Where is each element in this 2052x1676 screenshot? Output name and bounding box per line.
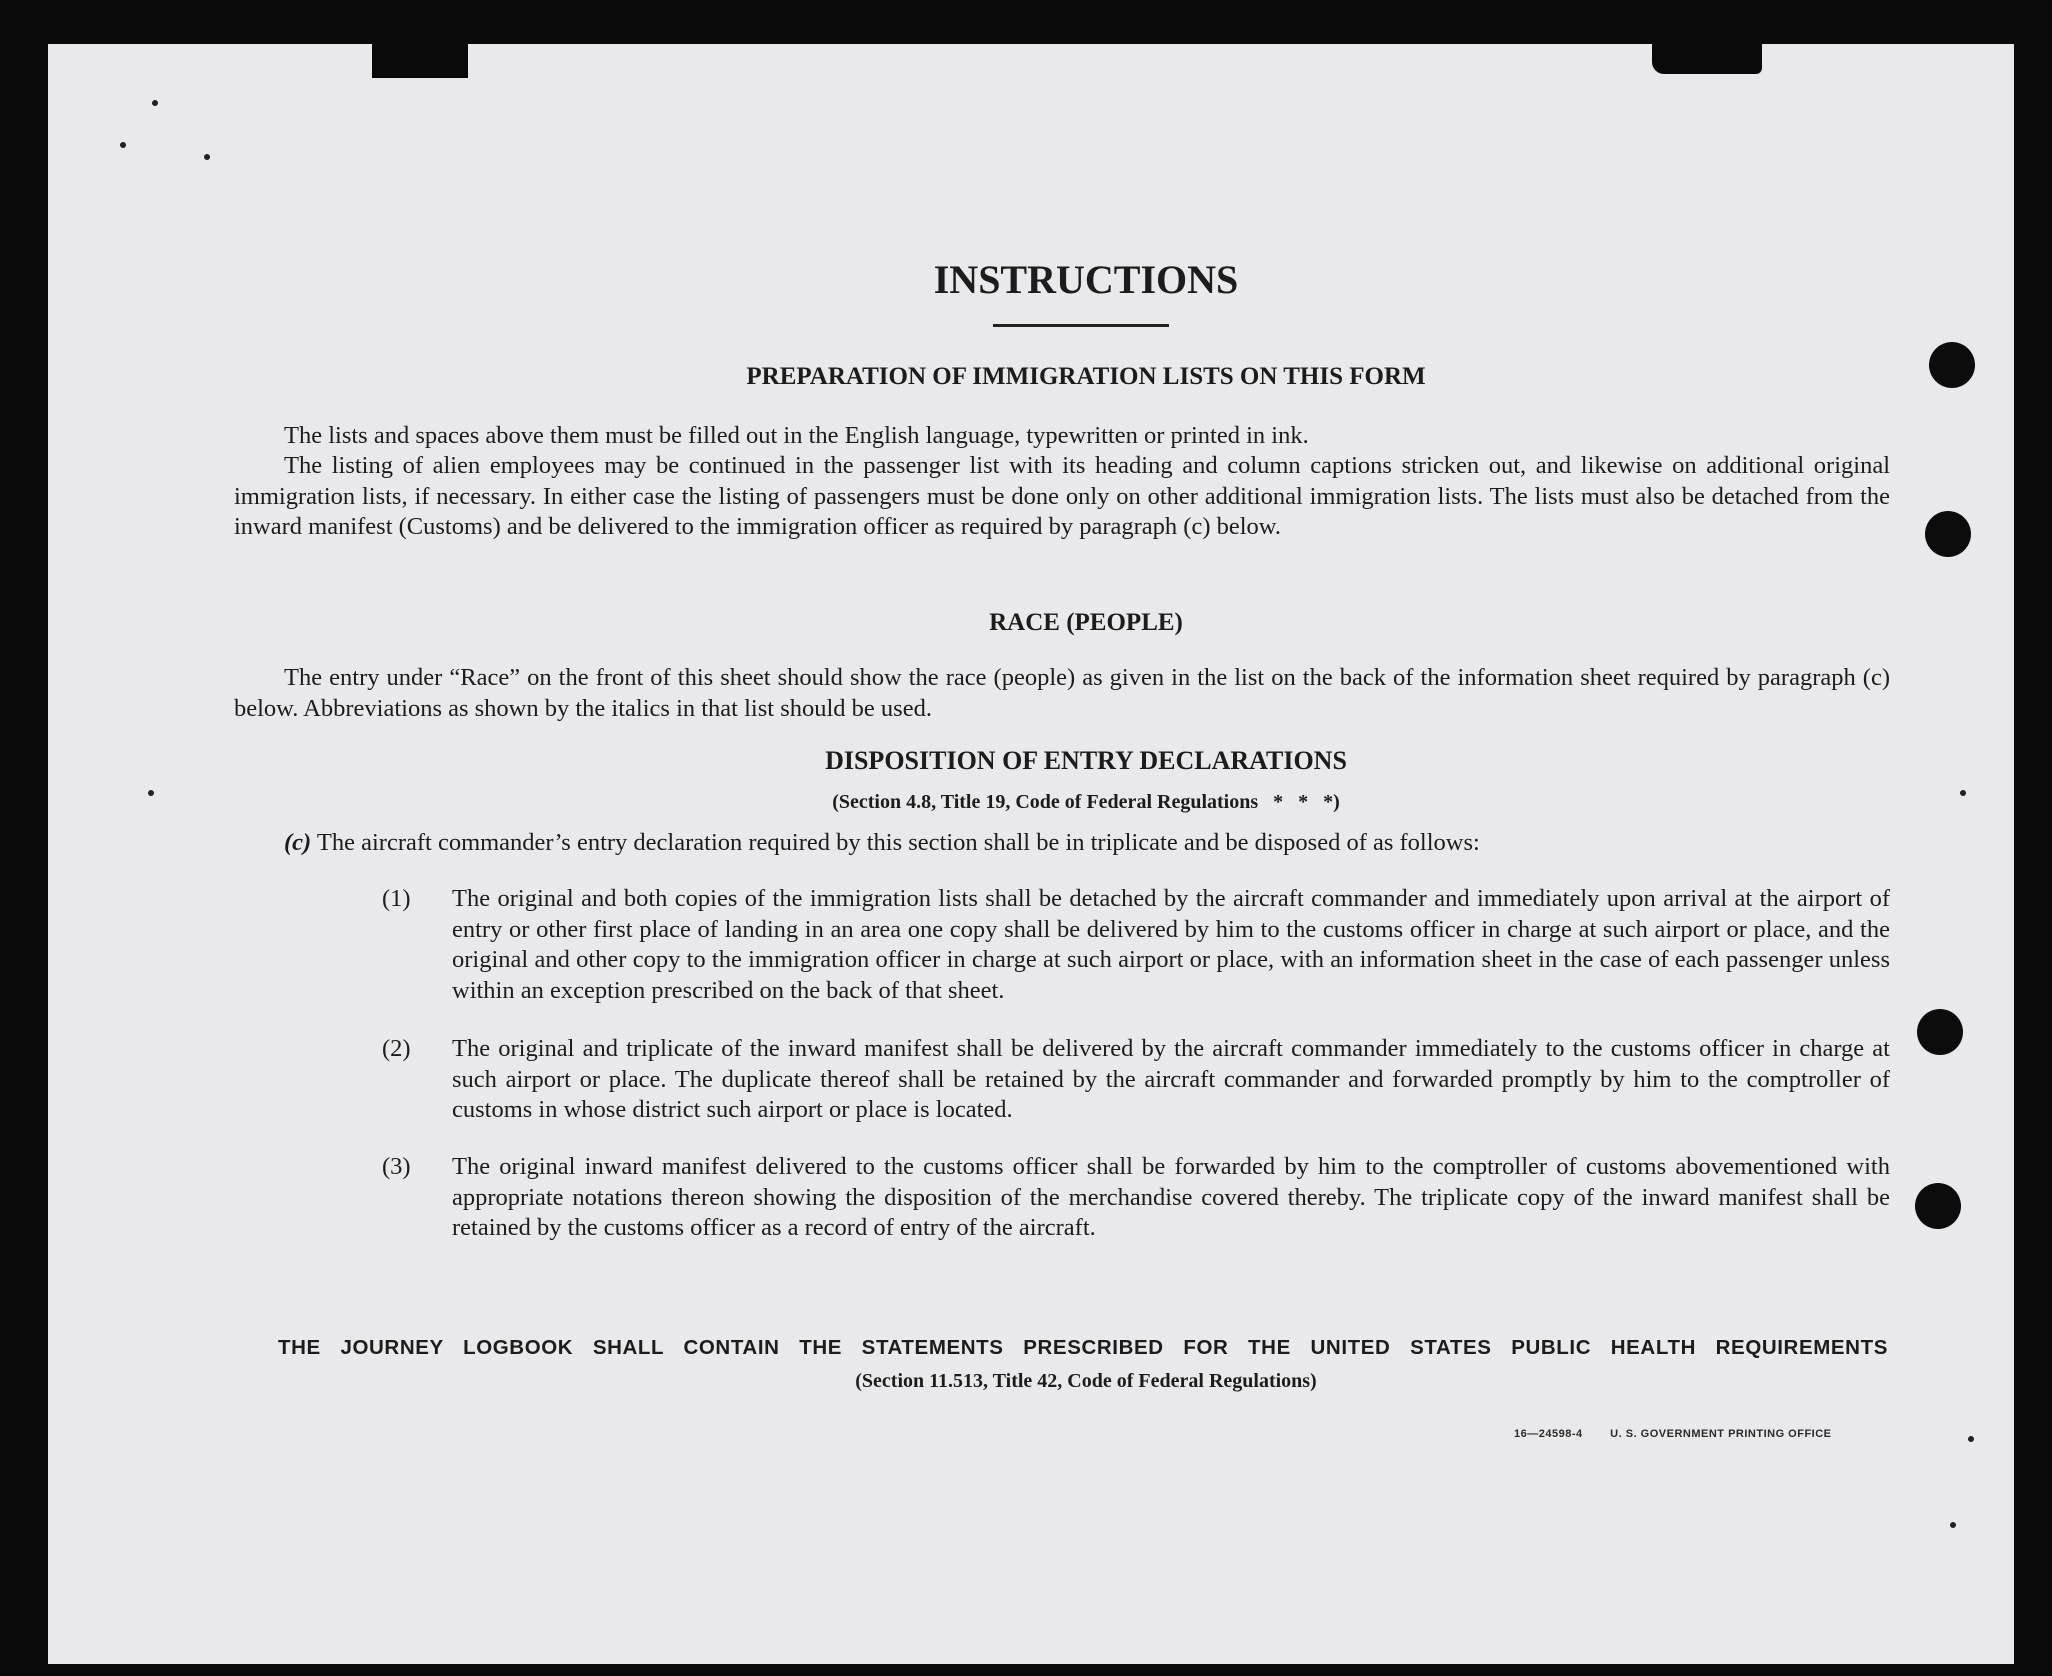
page-title: INSTRUCTIONS <box>933 257 1239 302</box>
top-left-notch <box>372 40 468 78</box>
list-item <box>382 1034 1890 1126</box>
printer-imprint <box>1514 1428 1832 1440</box>
paragraph-intro <box>284 828 1904 859</box>
scan-speck <box>120 142 126 148</box>
section-heading-disposition: DISPOSITION OF ENTRY DECLARATIONS <box>825 746 1347 775</box>
paragraph-race <box>234 663 1890 724</box>
paragraph-alien-employees-text: The listing of alien employees may be continued in the passenger list with its heading and column captions stricken out, and likewise on additional original immigration lists, if necessary. In either case the listing of passengers must be done only on other additional immigration lists. The lists must also be detached from the inward manifest (Customs) and be delivered to the immigration officer as required by paragraph (c) below. <box>234 452 1890 540</box>
list-item-text: The original and triplicate of the inward manifest shall be delivered by the aircraft commander immediately to the customs officer in charge at such airport or place. The duplicate thereof shall be retained by the aircraft commander and forwarded promptly by him to the comptroller of customs in whose district such airport or place is located. <box>452 1035 1890 1123</box>
footer-requirement: THE JOURNEY LOGBOOK SHALL CONTAIN THE STATEMENTS PRESCRIBED FOR THE UNITED STATES PUBLIC HEALTH REQUIREMENTS <box>278 1336 1888 1359</box>
paragraph-language: The lists and spaces above them must be filled out in the English language, typewritten or printed in ink. <box>284 422 1309 449</box>
list-item <box>382 1152 1890 1244</box>
footer-citation: (Section 11.513, Title 42, Code of Federal Regulations) <box>855 1370 1317 1392</box>
list-item-number: (2) <box>382 1035 411 1062</box>
paragraph-intro-text: The aircraft commander’s entry declaration required by this section shall be in triplicate and be disposed of as follows: <box>316 829 1480 856</box>
list-item <box>382 884 1890 1006</box>
list-item-text: The original inward manifest delivered to the customs officer shall be forwarded by him to the comptroller of customs abovementioned with appropriate notations thereon showing the disposition of the merchandise covered thereby. The triplicate copy of the inward manifest shall be retained by the customs officer as a record of entry of the aircraft. <box>452 1153 1890 1241</box>
binder-hole <box>1915 1183 1961 1229</box>
scan-speck <box>1950 1522 1956 1528</box>
list-item-text: The original and both copies of the immigration lists shall be detached by the aircraft commander and immediately upon arrival at the airport of entry or other first place of landing in an area one copy shall be delivered by him to the customs officer in charge at such airport or place, and the original and other copy to the immigration officer in charge at such airport or place, with an information sheet in the case of each passenger unless within an exception prescribed on the back of that sheet. <box>452 885 1890 1004</box>
paragraph-alien-employees <box>234 451 1890 543</box>
title-underline <box>993 324 1169 327</box>
list-item-number: (3) <box>382 1153 411 1180</box>
document-sheet <box>48 44 2014 1664</box>
scan-speck <box>152 100 158 106</box>
scan-speck <box>1968 1436 1974 1442</box>
section-heading-race: RACE (PEOPLE) <box>989 609 1183 636</box>
section-citation: (Section 4.8, Title 19, Code of Federal Regulations * * *) <box>832 791 1340 813</box>
section-heading-preparation: PREPARATION OF IMMIGRATION LISTS ON THIS FORM <box>746 363 1426 390</box>
top-right-notch <box>1652 40 1762 74</box>
binder-hole <box>1925 511 1971 557</box>
paragraph-marker: (c) <box>284 829 312 856</box>
list-item-number: (1) <box>382 885 411 912</box>
paragraph-race-text: The entry under “Race” on the front of this sheet should show the race (people) as given in the list on the back of the information sheet required by paragraph (c) below. Abbreviations as shown by the italics in that list should be used. <box>234 664 1890 722</box>
bleed-through-text <box>858 80 872 103</box>
form-number: 16—24598-4 <box>1514 1428 1583 1440</box>
binder-hole <box>1917 1009 1963 1055</box>
printer-name: U. S. GOVERNMENT PRINTING OFFICE <box>1610 1428 1832 1440</box>
